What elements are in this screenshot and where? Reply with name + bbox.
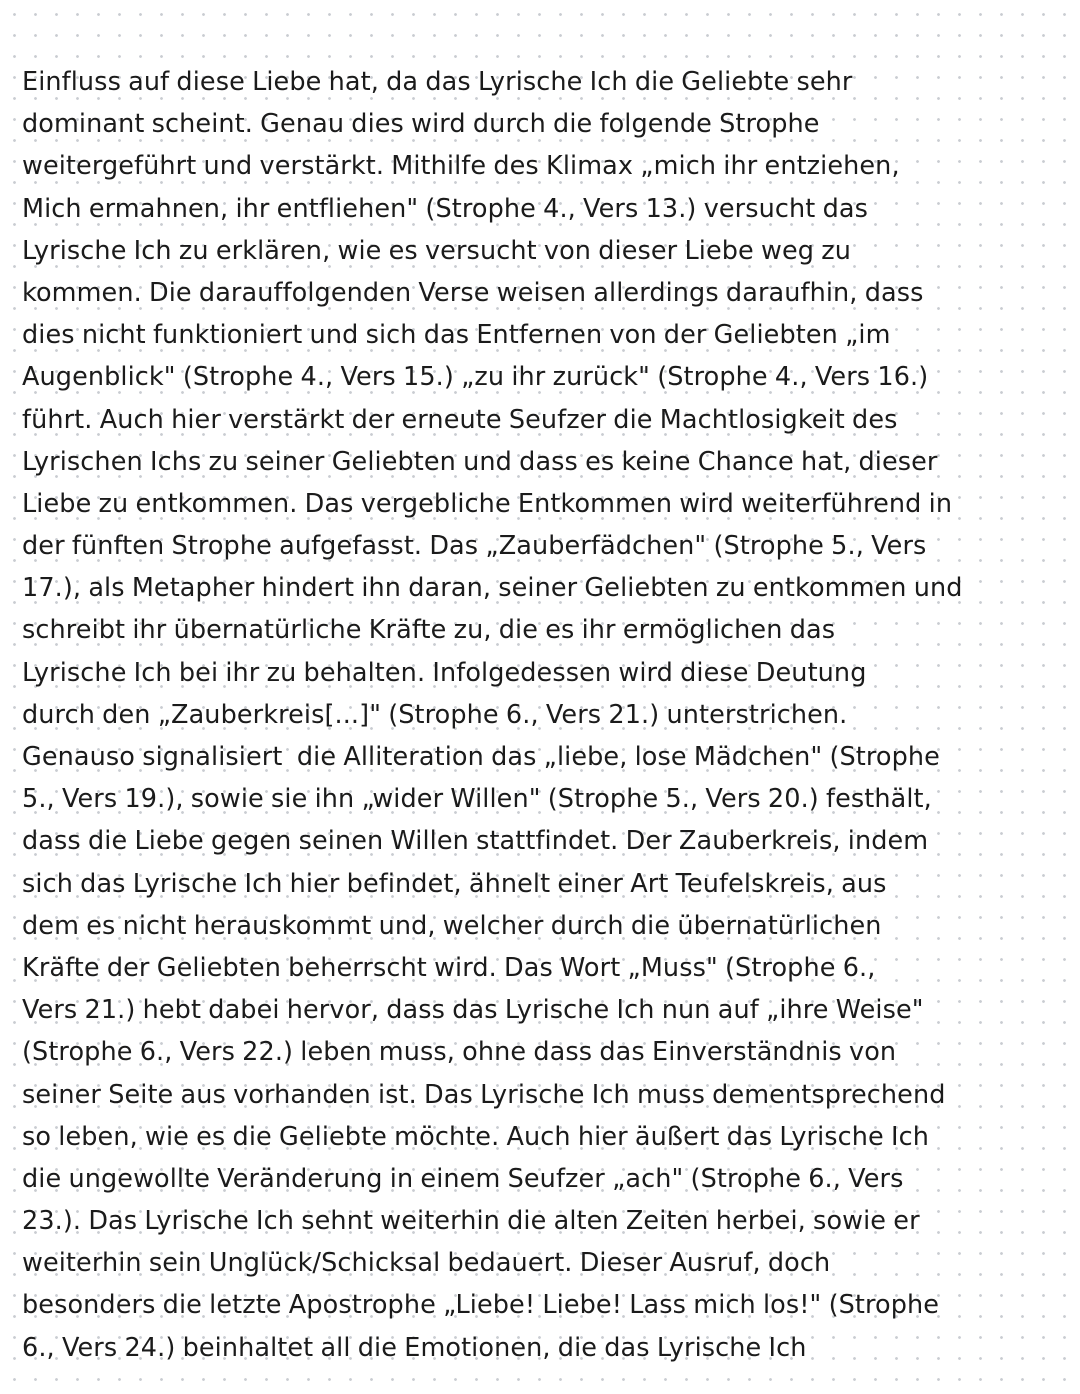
text-line: Kräfte der Geliebten beherrscht wird. Das Wort „Muss" (Strophe 6., (22, 952, 876, 983)
text-line: dies nicht funktioniert und sich das Entfernen von der Geliebten „im (22, 320, 891, 351)
text-line: Vers 21.) hebt dabei hervor, dass das Lyrische Ich nun auf „ihre Weise" (22, 995, 924, 1026)
text-line: führt. Auch hier verstärkt der erneute Seufzer die Machtlosigkeit des (22, 404, 898, 435)
text-line: Genauso signalisiert die Alliteration das „liebe, lose Mädchen" (Strophe (22, 742, 940, 772)
text-line: Augenblick" (Strophe 4., Vers 15.) „zu ihr zurück" (Strophe 4., Vers 16.) (22, 362, 929, 393)
text-line: besonders die letzte Apostrophe „Liebe! Liebe! Lass mich los!" (Strophe (22, 1290, 940, 1321)
text-line: dem es nicht herauskommt und, welcher durch die übernatürlichen (22, 910, 882, 941)
text-line: Lyrischen Ichs zu seiner Geliebten und dass es keine Chance hat, dieser (22, 446, 938, 477)
text-line: dass die Liebe gegen seinen Willen stattfindet. Der Zauberkreis, indem (22, 826, 929, 857)
text-line: weitergeführt und verstärkt. Mithilfe des Klimax „mich ihr entziehen, (22, 151, 900, 182)
text-line: Lyrische Ich zu erklären, wie es versucht von dieser Liebe weg zu (22, 235, 852, 266)
text-line: dominant scheint. Genau dies wird durch die folgende Strophe (22, 109, 820, 140)
text-line: Liebe zu entkommen. Das vergebliche Entkommen wird weiterführend in (22, 488, 953, 519)
text-line: sich das Lyrische Ich hier befindet, ähnelt einer Art Teufelskreis, aus (22, 868, 887, 899)
text-line: 5., Vers 19.), sowie sie ihn „wider Willen" (Strophe 5., Vers 20.) festhält, (22, 784, 932, 815)
text-line: so leben, wie es die Geliebte möchte. Auch hier äußert das Lyrische Ich (22, 1121, 930, 1152)
text-line: kommen. Die darauffolgenden Verse weisen allerdings daraufhin, dass (22, 277, 924, 308)
text-line: 6., Vers 24.) beinhaltet all die Emotionen, die das Lyrische Ich (22, 1332, 807, 1363)
text-line: 17.), als Metapher hindert ihn daran, seiner Geliebten zu entkommen und (22, 573, 963, 604)
text-line: 23.). Das Lyrische Ich sehnt weiterhin die alten Zeiten herbei, sowie er (22, 1206, 920, 1237)
text-line: der fünften Strophe aufgefasst. Das „Zauberfädchen" (Strophe 5., Vers (22, 531, 927, 562)
text-line: (Strophe 6., Vers 22.) leben muss, ohne dass das Einverständnis von (22, 1037, 897, 1068)
text-line: Lyrische Ich bei ihr zu behalten. Infolgedessen wird diese Deutung (22, 657, 867, 688)
text-line: Einfluss auf diese Liebe hat, da das Lyrische Ich die Geliebte sehr (22, 67, 853, 97)
text-line: seiner Seite aus vorhanden ist. Das Lyrische Ich muss dementsprechend (22, 1079, 946, 1110)
essay-text (22, 61, 1062, 1369)
text-line: weiterhin sein Unglück/Schicksal bedauert. Dieser Ausruf, doch (22, 1248, 831, 1279)
text-line: schreibt ihr übernatürliche Kräfte zu, die es ihr ermöglichen das (22, 615, 836, 646)
text-line: Mich ermahnen, ihr entfliehen" (Strophe 4., Vers 13.) versucht das (22, 193, 868, 224)
text-line: durch den „Zauberkreis[...]" (Strophe 6., Vers 21.) unterstrichen. (22, 699, 848, 730)
text-line: die ungewollte Veränderung in einem Seufzer „ach" (Strophe 6., Vers (22, 1163, 904, 1194)
